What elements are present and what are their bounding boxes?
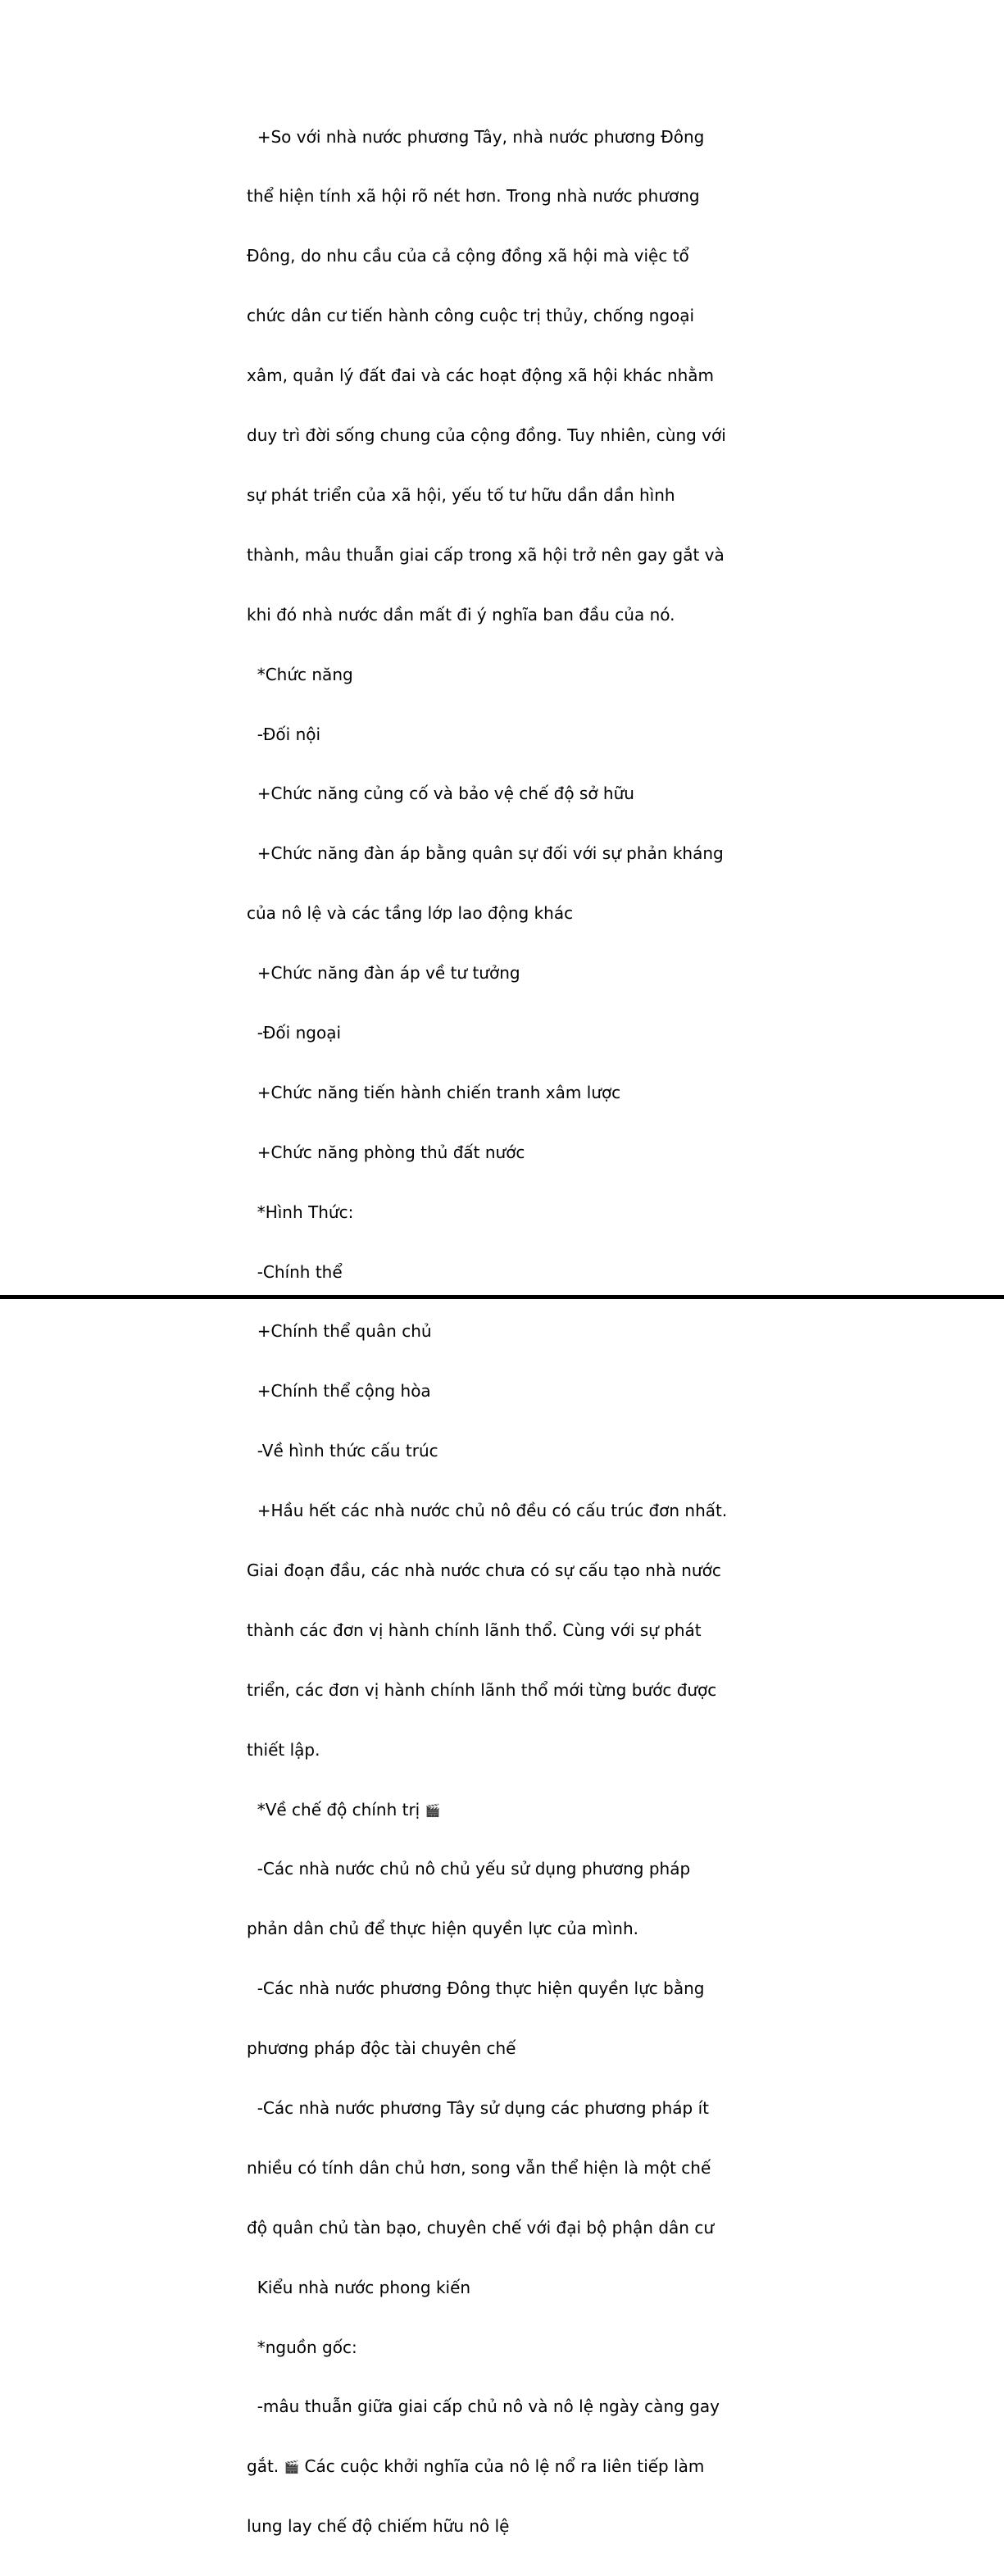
text-line-18: +Chức năng phòng thủ đất nước: [247, 1142, 525, 1162]
heading-nguon-goc: *nguồn gốc:: [247, 2337, 357, 2357]
text-line-13: +Chức năng đàn áp bằng quân sự đối với sự phản kháng: [247, 843, 724, 864]
heading-chuc-nang: *Chức năng: [247, 664, 353, 684]
text-line-15: +Chức năng đàn áp về tư tưởng: [247, 963, 520, 984]
text-line-2: thể hiện tính xã hội rõ nét hơn. Trong nhà nước phương: [247, 186, 700, 207]
heading-kieu-nha-nuoc-phong-kien: Kiểu nhà nước phong kiến: [247, 2277, 471, 2297]
subheading-cau-truc: -Về hình thức cấu trúc: [247, 1441, 438, 1461]
text-line-40-rest: Các cuộc khởi nghĩa của nô lệ nổ ra liên tiếp làm: [299, 2456, 705, 2477]
text-line-41: lung lay chế độ chiếm hữu nô lệ: [247, 2516, 510, 2537]
text-line-12: +Chức năng củng cố và bảo vệ chế độ sở hữu: [247, 784, 634, 804]
text-line-33: phương pháp độc tài chuyên chế: [247, 2038, 516, 2059]
text-line-17: +Chức năng tiến hành chiến tranh xâm lược: [247, 1082, 621, 1102]
text-line-22: +Chính thể cộng hòa: [247, 1381, 431, 1402]
heading-hinh-thuc: *Hình Thức:: [247, 1202, 354, 1222]
subheading-chinh-the: -Chính thể: [247, 1261, 343, 1282]
heading-che-do-chinh-tri-text: *Về chế độ chính trị: [247, 1799, 420, 1820]
clapperboard-icon: 🎬: [425, 1802, 441, 1818]
clapperboard-icon: 🎬: [284, 2460, 300, 2475]
text-line-3: Đông, do nhu cầu của cả cộng đồng xã hội mà việc tổ: [247, 246, 689, 266]
text-line-39: -mâu thuẫn giữa giai cấp chủ nô và nô lệ ngày càng gay: [247, 2397, 720, 2417]
subheading-doi-ngoai: -Đối ngoại: [247, 1022, 341, 1043]
text-line-5: xâm, quản lý đất đai và các hoạt động xã hội khác nhằm: [247, 366, 715, 386]
text-line-1: +So với nhà nước phương Tây, nhà nước phương Đông: [247, 126, 705, 147]
text-line-26: thành các đơn vị hành chính lãnh thổ. Cùng với sự phát: [247, 1620, 702, 1640]
heading-che-do-chinh-tri: [247, 1800, 771, 1820]
text-line-31: phản dân chủ để thực hiện quyền lực của mình.: [247, 1919, 638, 1939]
text-line-32: -Các nhà nước phương Đông thực hiện quyền lực bằng: [247, 1979, 705, 1999]
text-line-35: nhiều có tính dân chủ hơn, song vẫn thể hiện là một chế: [247, 2157, 711, 2178]
text-line-34: -Các nhà nước phương Tây sử dụng các phương pháp ít: [247, 2097, 710, 2118]
text-line-6: duy trì đời sống chung của cộng đồng. Tuy nhiên, cùng với: [247, 425, 726, 446]
text-line-36: độ quân chủ tàn bạo, chuyên chế với đại bộ phận dân cư: [247, 2217, 714, 2238]
subheading-doi-noi: -Đối nội: [247, 724, 321, 744]
text-line-4: chức dân cư tiến hành công cuộc trị thủy, chống ngoại: [247, 306, 695, 326]
text-line-24: +Hầu hết các nhà nước chủ nô đều có cấu trúc đơn nhất.: [247, 1501, 728, 1521]
text-line-30: -Các nhà nước chủ nô chủ yếu sử dụng phương pháp: [247, 1859, 691, 1879]
text-line-40: [247, 2456, 771, 2476]
text-line-8: thành, mâu thuẫn giai cấp trong xã hội trở nên gay gắt và: [247, 544, 725, 565]
text-line-9: khi đó nhà nước dần mất đi ý nghĩa ban đầu của nó.: [247, 604, 675, 625]
text-line-21: +Chính thể quân chủ: [247, 1321, 432, 1342]
text-line-27: triển, các đơn vị hành chính lãnh thổ mới từng bước được: [247, 1679, 717, 1700]
text-line-40-start: gắt.: [247, 2456, 279, 2477]
text-line-28: thiết lập.: [247, 1739, 320, 1760]
page-bottom-border: [0, 1295, 1004, 1299]
document-body: [247, 87, 771, 2576]
text-line-7: sự phát triển của xã hội, yếu tố tư hữu dần dần hình: [247, 484, 675, 505]
text-line-25: Giai đoạn đầu, các nhà nước chưa có sự cấu tạo nhà nước: [247, 1560, 721, 1580]
text-line-14: của nô lệ và các tầng lớp lao động khác: [247, 903, 574, 924]
